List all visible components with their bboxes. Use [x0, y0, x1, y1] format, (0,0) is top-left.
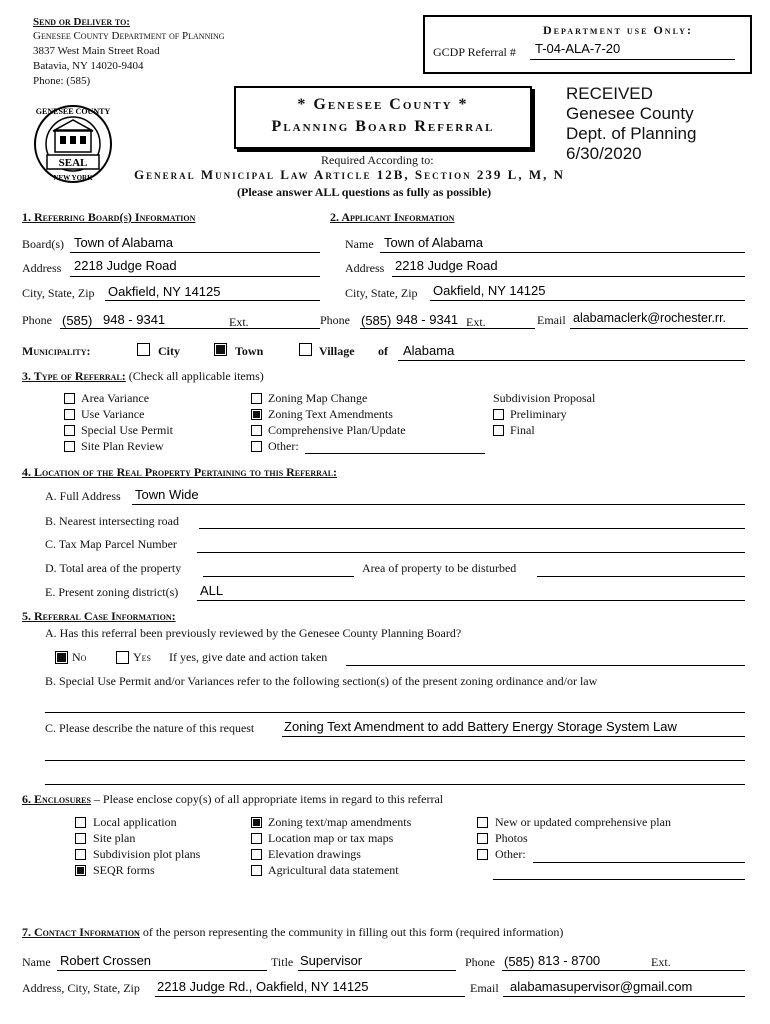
checkbox-label: New or updated comprehensive plan [495, 815, 671, 829]
zoning-text-map-amendments-checkbox[interactable] [251, 817, 262, 828]
seal-ribbon-text: SEAL [58, 157, 88, 169]
zoning-district-line [197, 600, 745, 601]
full-address-line [132, 504, 745, 505]
special-use-sections-label: B. Special Use Permit and/or Variances refer to the following section(s) of the present zoning ordinance and/or law [45, 674, 598, 688]
local-application-checkbox[interactable] [75, 817, 86, 828]
contact-name-label: Name [22, 955, 51, 969]
applicant-phone-field[interactable]: 948 - 9341 [396, 312, 459, 327]
total-area-field[interactable] [203, 576, 354, 577]
zoning-district-label: E. Present zoning district(s) [45, 585, 179, 599]
phone-area[interactable]: (585) [62, 313, 93, 328]
send-to-line: Batavia, NY 14020-9404 [33, 60, 144, 72]
preliminary-checkbox[interactable] [493, 409, 504, 420]
request-nature-line-2[interactable] [45, 760, 745, 761]
site-plan-review-checkbox[interactable] [64, 441, 75, 452]
law-reference: General Municipal Law Article 12B, Section 239 L, M, N [134, 167, 565, 182]
section1-header: 1. Referring Board(s) Information [22, 210, 196, 224]
referral-number-line [530, 59, 735, 60]
city-line [105, 300, 320, 301]
no-checkbox[interactable] [55, 651, 68, 664]
if-yes-label: If yes, give date and action taken [169, 650, 328, 664]
seal-bottom-text: NEW YORK [53, 174, 93, 182]
department-use-title: Department use Only: [543, 23, 693, 37]
applicant-city-field[interactable]: Oakfield, NY 14125 [433, 283, 546, 298]
phone-field[interactable]: 948 - 9341 [103, 312, 166, 327]
title-box [234, 86, 532, 149]
section3-header-row [22, 369, 264, 384]
intersecting-road-field[interactable] [199, 528, 745, 529]
contact-phone-line [502, 970, 745, 971]
applicant-address-label: Address [345, 261, 385, 275]
applicant-address-line [392, 276, 745, 277]
address-field[interactable]: 2218 Judge Road [74, 258, 177, 273]
disturbed-area-label: Area of property to be disturbed [362, 561, 517, 575]
checkbox-label: Site plan [93, 831, 136, 845]
city-option-label: City [158, 344, 180, 358]
send-to-line: Genesee County Department of Planning [33, 30, 225, 42]
email-line [570, 328, 748, 329]
contact-phone-area[interactable]: (585) [504, 954, 535, 969]
contact-ext-label: Ext. [651, 955, 671, 969]
phone-line [60, 328, 320, 329]
referral-number-value[interactable]: T-04-ALA-7-20 [535, 41, 621, 56]
disturbed-area-field[interactable] [537, 576, 745, 577]
stamp-line: 6/30/2020 [566, 144, 642, 163]
section7-header: 7. Contact Information [22, 925, 140, 939]
no-label: No [72, 650, 87, 664]
section7-header-row [22, 925, 563, 940]
checkbox-label: Final [510, 423, 535, 437]
send-to-line: Phone: (585) [33, 75, 91, 87]
city-label: City, State, Zip [22, 286, 95, 300]
stamp-line: RECEIVED [566, 84, 653, 103]
contact-phone-label: Phone [465, 955, 495, 969]
address-line [70, 276, 320, 277]
checkbox-label: Site Plan Review [81, 439, 164, 453]
checkbox-label: Local application [93, 815, 177, 829]
stamp-line: Genesee County [566, 104, 694, 123]
received-stamp [566, 84, 696, 164]
tax-map-label: C. Tax Map Parcel Number [45, 537, 177, 551]
seqr-forms-checkbox[interactable] [75, 865, 86, 876]
contact-name-field[interactable]: Robert Crossen [60, 953, 152, 968]
section3-header: 3. Type of Referral: [22, 369, 126, 383]
elevation-drawings-checkbox[interactable] [251, 849, 262, 860]
applicant-city-line [430, 300, 745, 301]
board-field[interactable]: Town of Alabama [74, 235, 174, 250]
applicant-phone-area[interactable]: (585) [361, 313, 392, 328]
checkbox-label: SEQR forms [93, 863, 155, 877]
contact-address-label: Address, City, State, Zip [22, 981, 140, 995]
contact-title-field[interactable]: Supervisor [300, 953, 363, 968]
contact-address-field[interactable]: 2218 Judge Rd., Oakfield, NY 14125 [157, 979, 369, 994]
section7-note: of the person representing the community in filling out this form (required information) [139, 925, 564, 939]
checkbox-label: Zoning Text Amendments [268, 407, 393, 421]
full-address-field[interactable]: Town Wide [135, 487, 199, 502]
town-checkbox[interactable] [214, 343, 227, 356]
request-nature-line-3[interactable] [45, 784, 745, 785]
zoning-district-field[interactable]: ALL [200, 583, 224, 598]
section5-header: 5. Referral Case Information: [22, 609, 176, 623]
applicant-name-field[interactable]: Town of Alabama [384, 235, 484, 250]
checkbox-label: Area Variance [81, 391, 150, 405]
special-use-sections-field[interactable] [45, 712, 745, 713]
checkbox-label: Elevation drawings [268, 847, 361, 861]
other-enclosure-checkbox[interactable] [477, 849, 488, 860]
section3-note: (Check all applicable items) [128, 369, 264, 383]
checkbox-label: Comprehensive Plan/Update [268, 423, 406, 437]
other-enclosure-field-2[interactable] [493, 879, 745, 880]
checkbox-label: Preliminary [510, 407, 567, 421]
referral-number-label: GCDP Referral # [433, 45, 516, 59]
checkbox-label: Agricultural data statement [268, 863, 399, 877]
checkbox-label: Zoning Map Change [268, 391, 368, 405]
section6-header: 6. Enclosures [22, 792, 91, 806]
applicant-ext-label: Ext. [466, 315, 486, 329]
section2-header: 2. Applicant Information [330, 210, 455, 224]
tax-map-field[interactable] [197, 552, 745, 553]
city-checkbox[interactable] [137, 343, 150, 356]
checkbox-label: Use Variance [81, 407, 145, 421]
subdivision-plot-plans-checkbox[interactable] [75, 849, 86, 860]
yes-checkbox[interactable] [116, 651, 129, 664]
contact-email-label: Email [470, 981, 499, 995]
subdivision-title: Subdivision Proposal [493, 391, 596, 405]
area-variance-checkbox[interactable] [64, 393, 75, 404]
yes-label: Yes [133, 650, 152, 664]
checkbox-label: Zoning text/map amendments [268, 815, 412, 829]
board-line [70, 252, 320, 253]
municipality-field[interactable]: Alabama [403, 343, 455, 358]
other-referral-checkbox[interactable] [251, 441, 262, 452]
contact-phone-field[interactable]: 813 - 8700 [538, 953, 601, 968]
use-variance-checkbox[interactable] [64, 409, 75, 420]
seal-top-text: GENESEE COUNTY [35, 107, 111, 116]
email-label: Email [537, 313, 566, 327]
department-use-box [423, 15, 752, 74]
full-address-label: A. Full Address [45, 489, 121, 503]
other-enclosure-field[interactable] [533, 862, 745, 863]
village-checkbox[interactable] [299, 343, 312, 356]
request-nature-field[interactable]: Zoning Text Amendment to add Battery Energy Storage System Law [284, 719, 677, 734]
applicant-name-line [380, 252, 745, 253]
contact-name-line [57, 970, 267, 971]
checkbox-label: Special Use Permit [81, 423, 173, 437]
special-use-permit-checkbox[interactable] [64, 425, 75, 436]
answer-all-note: (Please answer ALL questions as fully as possible) [237, 185, 492, 199]
intersecting-road-label: B. Nearest intersecting road [45, 514, 179, 528]
of-label: of [378, 344, 388, 358]
contact-email-field[interactable]: alabamasupervisor@gmail.com [510, 979, 693, 994]
county-seal-image [33, 100, 113, 195]
comprehensive-plan-enclosure-checkbox[interactable] [477, 817, 488, 828]
send-to-heading: Send or Deliver to: [33, 16, 130, 28]
section4-header: 4. Location of the Real Property Pertaining to this Referral: [22, 465, 338, 479]
zoning-map-change-checkbox[interactable] [251, 393, 262, 404]
applicant-address-field[interactable]: 2218 Judge Road [395, 258, 498, 273]
checkbox-label: Subdivision plot plans [93, 847, 201, 861]
request-nature-line [282, 736, 745, 737]
ext-label: Ext. [229, 315, 249, 329]
address-label: Address [22, 261, 62, 275]
applicant-phone-label: Phone [320, 313, 350, 327]
previously-reviewed-question: A. Has this referral been previously reviewed by the Genesee County Planning Board? [45, 626, 462, 640]
total-area-label: D. Total area of the property [45, 561, 182, 575]
comprehensive-plan-checkbox[interactable] [251, 425, 262, 436]
contact-address-line [155, 996, 465, 997]
applicant-city-label: City, State, Zip [345, 286, 418, 300]
if-yes-field[interactable] [346, 665, 745, 666]
page-title-line2: Planning Board Referral [271, 118, 495, 135]
page-title-line1: * Genesee County * [297, 96, 469, 113]
agricultural-data-checkbox[interactable] [251, 865, 262, 876]
section6-note: – Please enclose copy(s) of all appropriate items in regard to this referral [90, 792, 444, 806]
stamp-line: Dept. of Planning [566, 124, 697, 143]
city-field[interactable]: Oakfield, NY 14125 [108, 284, 221, 299]
section6-header-row [22, 792, 443, 807]
village-option-label: Village [319, 344, 355, 358]
applicant-name-label: Name [345, 237, 374, 251]
send-to-line: 3837 West Main Street Road [33, 45, 160, 57]
final-checkbox[interactable] [493, 425, 504, 436]
contact-title-line [298, 970, 456, 971]
email-field[interactable]: alabamaclerk@rochester.rr. [573, 311, 727, 325]
contact-email-line [503, 996, 745, 997]
applicant-phone-line [360, 328, 535, 329]
required-text: Required According to: [321, 153, 434, 167]
zoning-text-amendments-checkbox[interactable] [251, 409, 262, 420]
request-nature-label: C. Please describe the nature of this request [45, 721, 255, 735]
municipality-line [398, 360, 745, 361]
other-referral-line [305, 453, 485, 454]
checkbox-label: Other: [268, 439, 299, 453]
board-label: Board(s) [22, 237, 64, 251]
checkbox-label: Photos [495, 831, 528, 845]
checkbox-label: Other: [495, 847, 526, 861]
contact-title-label: Title [271, 955, 294, 969]
location-map-checkbox[interactable] [251, 833, 262, 844]
checkbox-label: Location map or tax maps [268, 831, 394, 845]
municipality-label: Municipality: [22, 344, 91, 358]
town-option-label: Town [235, 344, 264, 358]
photos-checkbox[interactable] [477, 833, 488, 844]
site-plan-checkbox[interactable] [75, 833, 86, 844]
phone-label: Phone [22, 313, 52, 327]
